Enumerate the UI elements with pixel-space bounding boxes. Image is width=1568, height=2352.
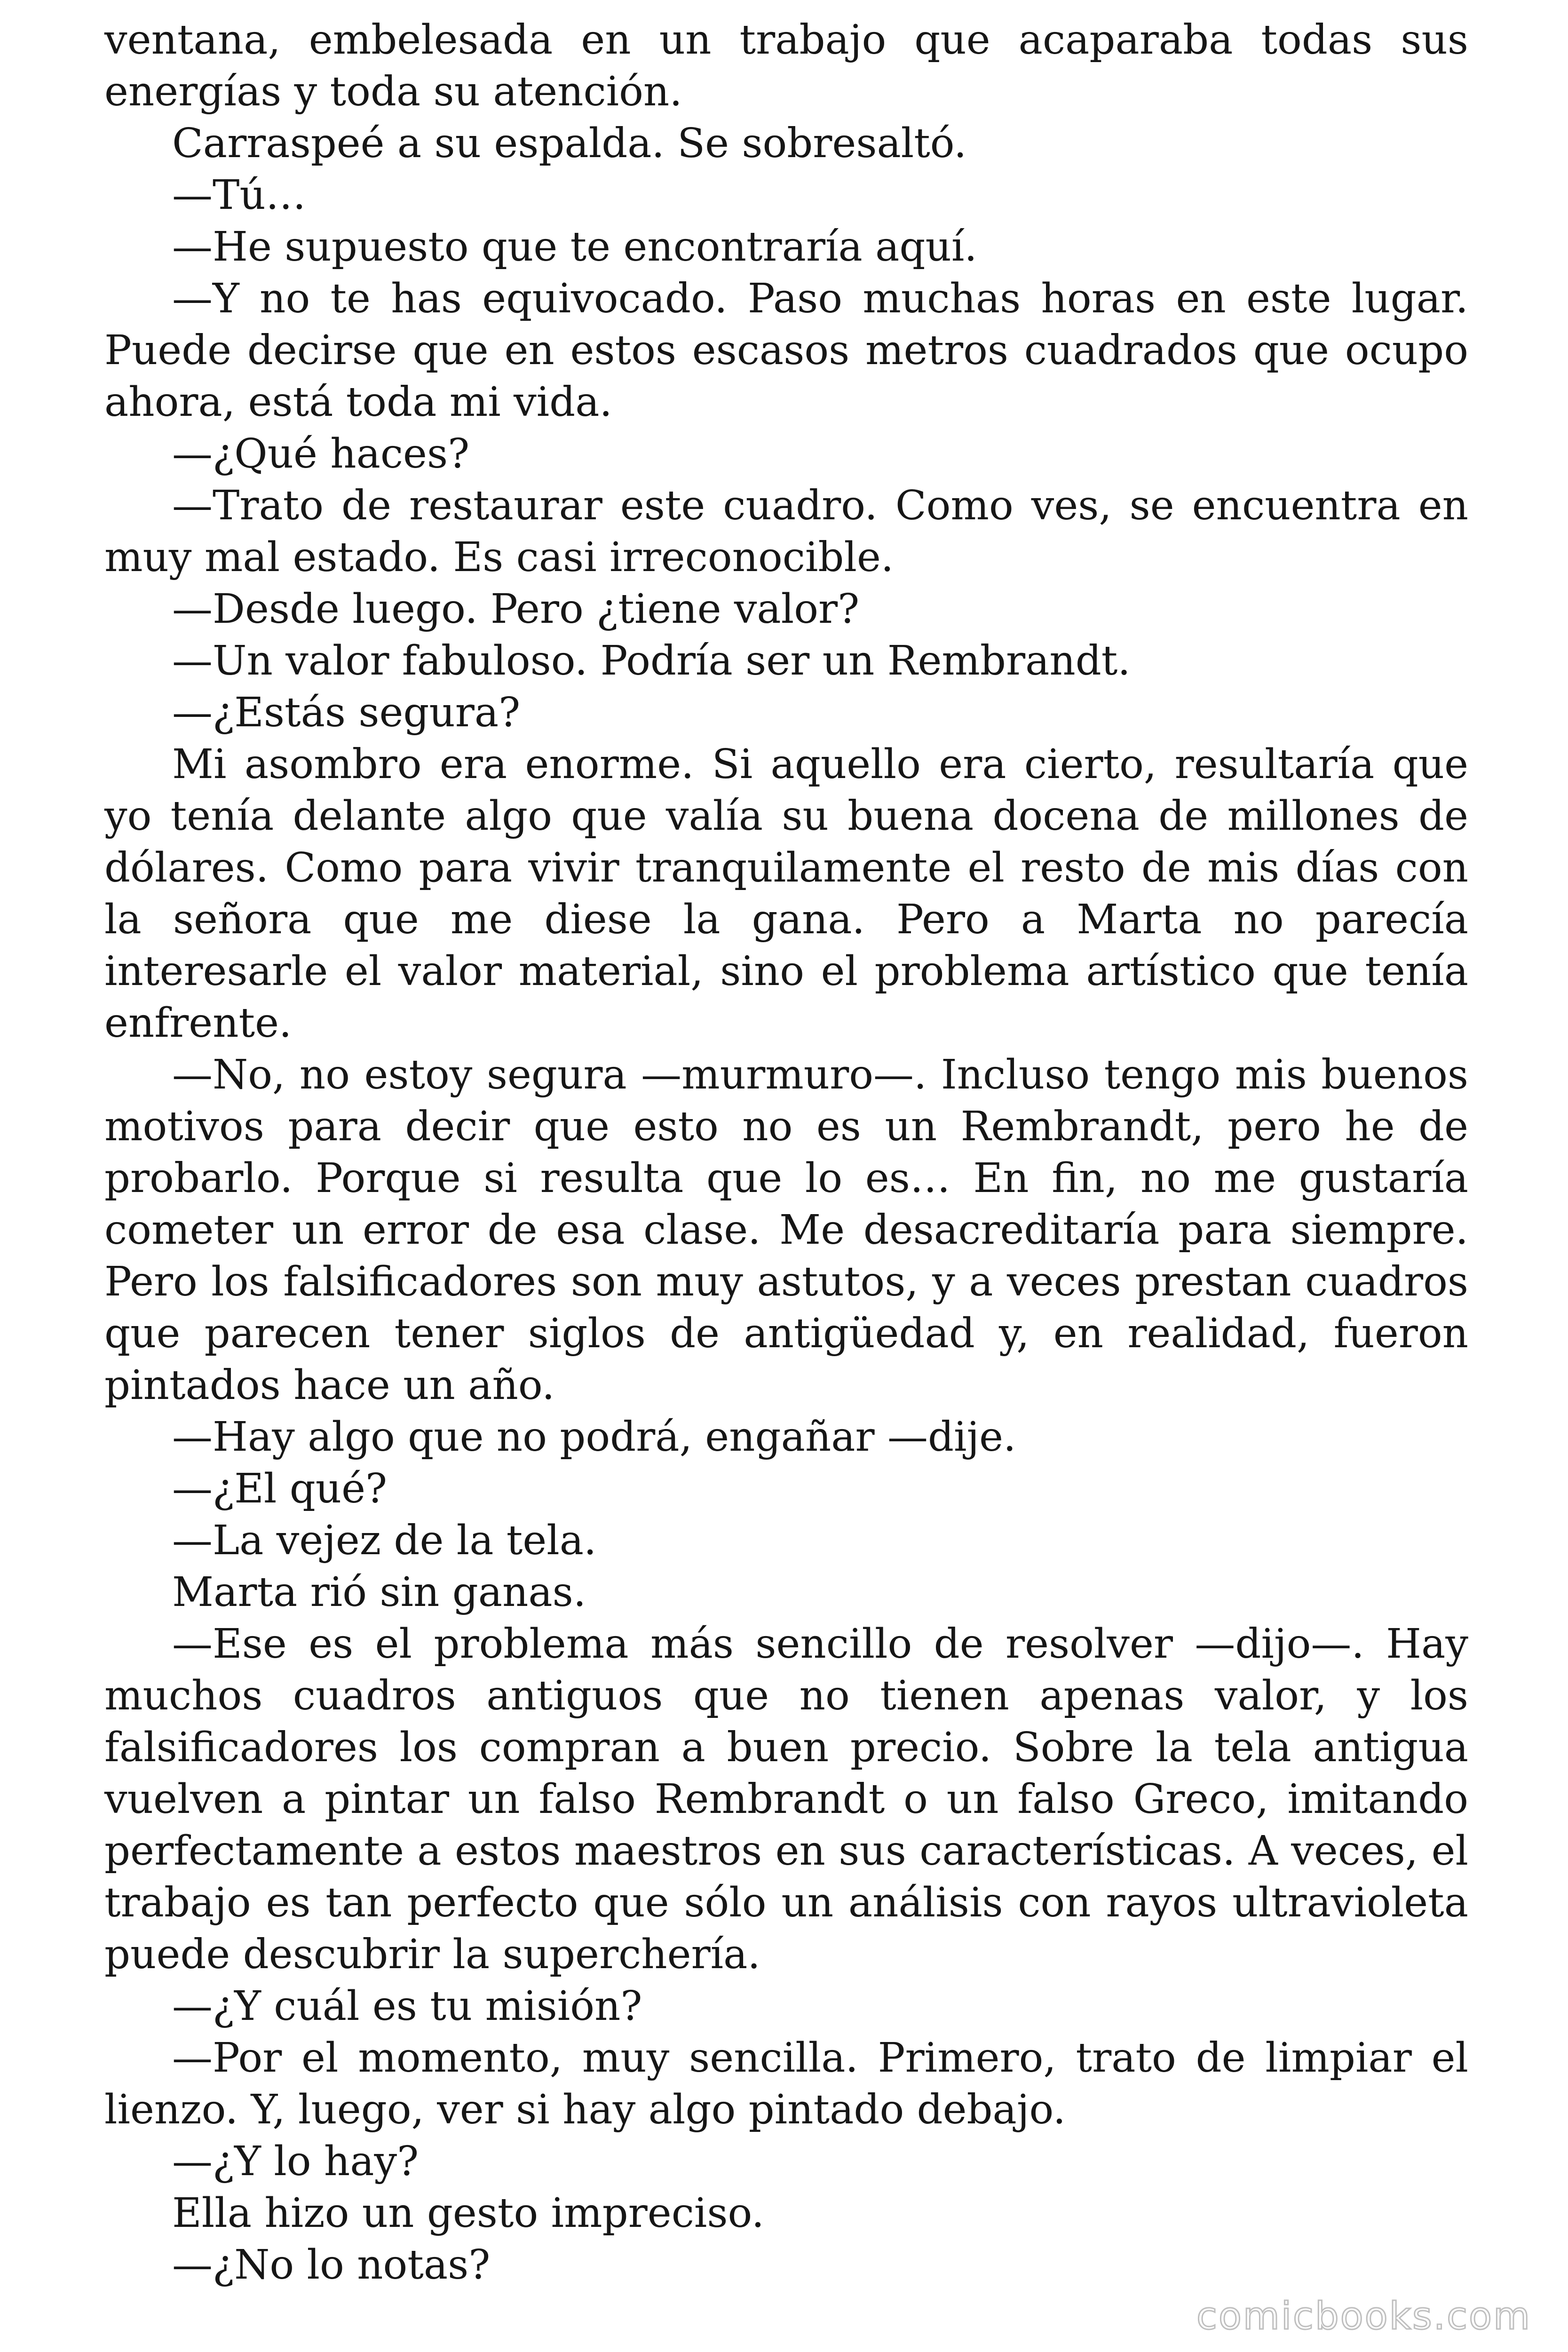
paragraph: —La vejez de la tela. <box>172 1517 597 1564</box>
paragraph: —Trato de restaurar este cuadro. Como ves, se encuentra en muy mal estado. Es casi irreconocible. <box>104 482 1468 581</box>
body-text <box>104 14 1468 2291</box>
paragraph: —Y no te has equivocado. Paso muchas horas en este lugar. Puede decirse que en estos escasos metros cuadrados que ocupo ahora, está toda mi vida. <box>104 275 1468 426</box>
paragraph: —No, no estoy segura —murmuro—. Incluso tengo mis buenos motivos para decir que esto no es un Rembrandt, pero he de probarlo. Porque si resulta que lo es… En fin, no me gustaría cometer un error de esa clase. Me desacreditaría para siempre. Pero los falsificadores son muy astutos, y a veces prestan cuadros que parecen tener siglos de antigüedad y, en realidad, fueron pintados hace un año. <box>104 1051 1468 1409</box>
paragraph: —¿Qué haces? <box>172 430 470 477</box>
paragraph: —Tú… <box>172 172 306 219</box>
paragraph: Carraspeé a su espalda. Se sobresaltó. <box>172 120 967 167</box>
paragraph: —¿No lo notas? <box>172 2241 491 2288</box>
paragraph: —Por el momento, muy sencilla. Primero, trato de limpiar el lienzo. Y, luego, ver si hay algo pintado debajo. <box>104 2034 1468 2133</box>
paragraph: —He supuesto que te encontraría aquí. <box>172 223 977 270</box>
paragraph: —Desde luego. Pero ¿tiene valor? <box>172 586 860 633</box>
paragraph: —¿Estás segura? <box>172 689 521 736</box>
paragraph: ventana, embelesada en un trabajo que acaparaba todas sus energías y toda su atención. <box>104 16 1468 115</box>
paragraph: —Ese es el problema más sencillo de resolver —dijo—. Hay muchos cuadros antiguos que no tienen apenas valor, y los falsificadores los compran a buen precio. Sobre la tela antigua vuelven a pintar un falso Rembrandt o un falso Greco, imitando perfectamente a estos maestros en sus características. A veces, el trabajo es tan perfecto que sólo un análisis con rayos ultravioleta puede descubrir la superchería. <box>104 1621 1468 1978</box>
paragraph: —Un valor fabuloso. Podría ser un Rembrandt. <box>172 637 1131 684</box>
paragraph: Ella hizo un gesto impreciso. <box>172 2190 765 2237</box>
paragraph: —¿Y cuál es tu misión? <box>172 1983 642 2030</box>
paragraph: Mi asombro era enorme. Si aquello era cierto, resultaría que yo tenía delante algo que valía su buena docena de millones de dólares. Como para vivir tranquilamente el resto de mis días con la señora que me diese la gana. Pero a Marta no parecía interesarle el valor material, sino el problema artístico que tenía enfrente. <box>104 741 1468 1047</box>
paragraph: —Hay algo que no podrá, engañar —dije. <box>172 1414 1016 1461</box>
paragraph: —¿El qué? <box>172 1465 388 1512</box>
paragraph: —¿Y lo hay? <box>172 2138 419 2185</box>
paragraph: Marta rió sin ganas. <box>172 1569 586 1616</box>
watermark: comicbooks.com <box>1196 2294 1531 2338</box>
